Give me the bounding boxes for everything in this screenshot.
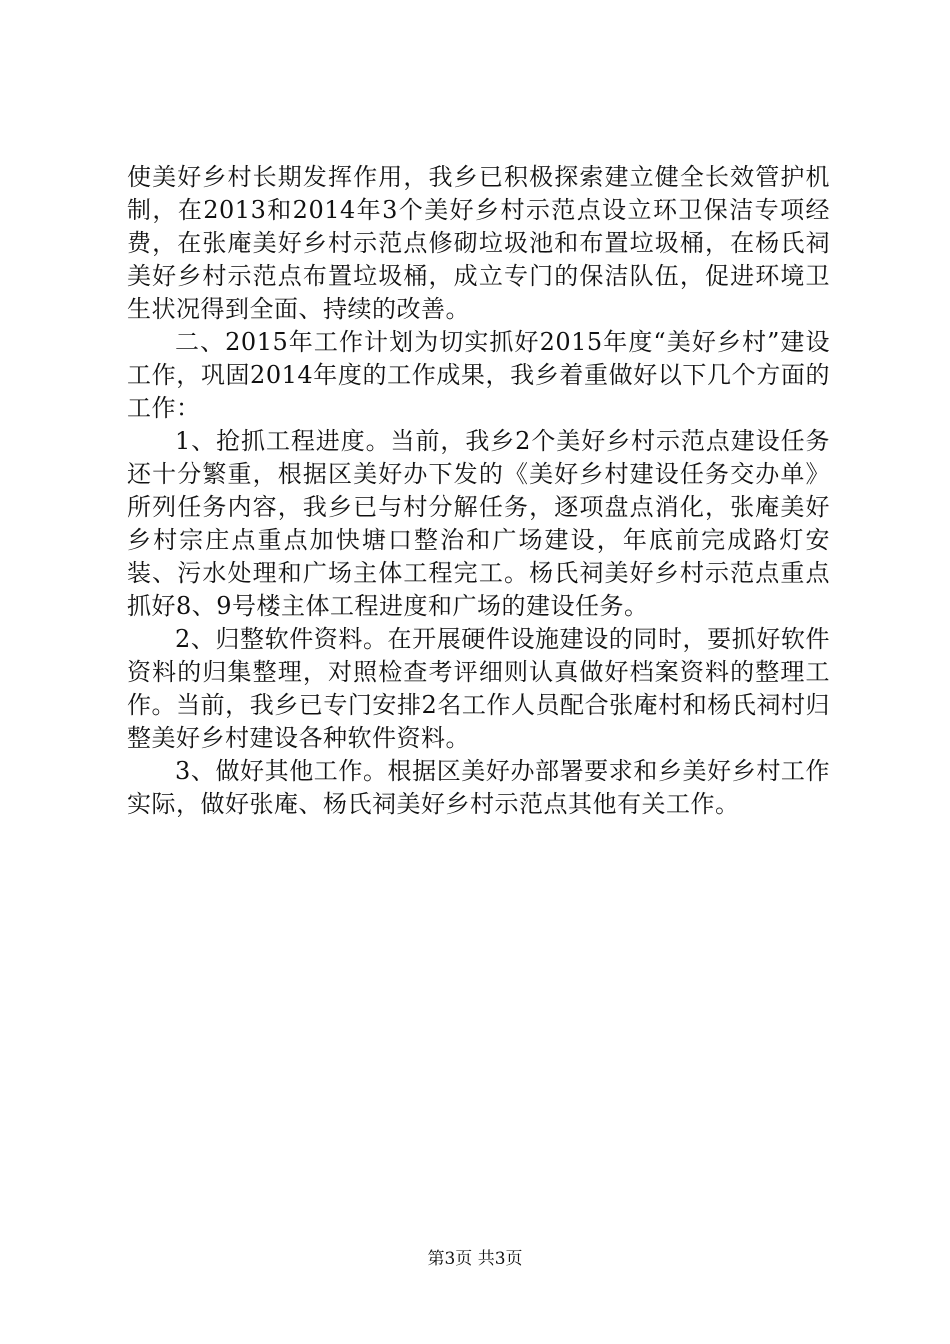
paragraph-item-3-other-work: 3、做好其他工作。根据区美好办部署要求和乡美好乡村工作实际，做好张庵、杨氏祠美好乡村示范点其他有关工作。 xyxy=(127,757,830,818)
page-footer xyxy=(0,1248,950,1270)
document-body xyxy=(127,161,830,821)
paragraph-item-2-materials: 2、归整软件资料。在开展硬件设施建设的同时，要抓好软件资料的归集整理，对照检查考评细则认真做好档案资料的整理工作。当前，我乡已专门安排2名工作人员配合张庵村和杨氏祠村归整美好乡村建设各种软件资料。 xyxy=(127,625,830,752)
page-number-label: 第3页 共3页 xyxy=(427,1249,523,1269)
paragraph-work-plan-2015: 二、2015年工作计划为切实抓好2015年度“美好乡村”建设工作，巩固2014年度的工作成果，我乡着重做好以下几个方面的工作： xyxy=(127,328,830,422)
paragraph-continuation: 使美好乡村长期发挥作用，我乡已积极探索建立健全长效管护机制，在2013和2014年3个美好乡村示范点设立环卫保洁专项经费，在张庵美好乡村示范点修砌垃圾池和布置垃圾桶，在杨氏祠美好乡村示范点布置垃圾桶，成立专门的保洁队伍，促进环境卫生状况得到全面、持续的改善。 xyxy=(127,163,830,323)
paragraph-item-1-progress: 1、抢抓工程进度。当前，我乡2个美好乡村示范点建设任务还十分繁重，根据区美好办下发的《美好乡村建设任务交办单》所列任务内容，我乡已与村分解任务，逐项盘点消化，张庵美好乡村宗庄点重点加快塘口整治和广场建设，年底前完成路灯安装、污水处理和广场主体工程完工。杨氏祠美好乡村示范点重点抓好8、9号楼主体工程进度和广场的建设任务。 xyxy=(127,427,830,620)
